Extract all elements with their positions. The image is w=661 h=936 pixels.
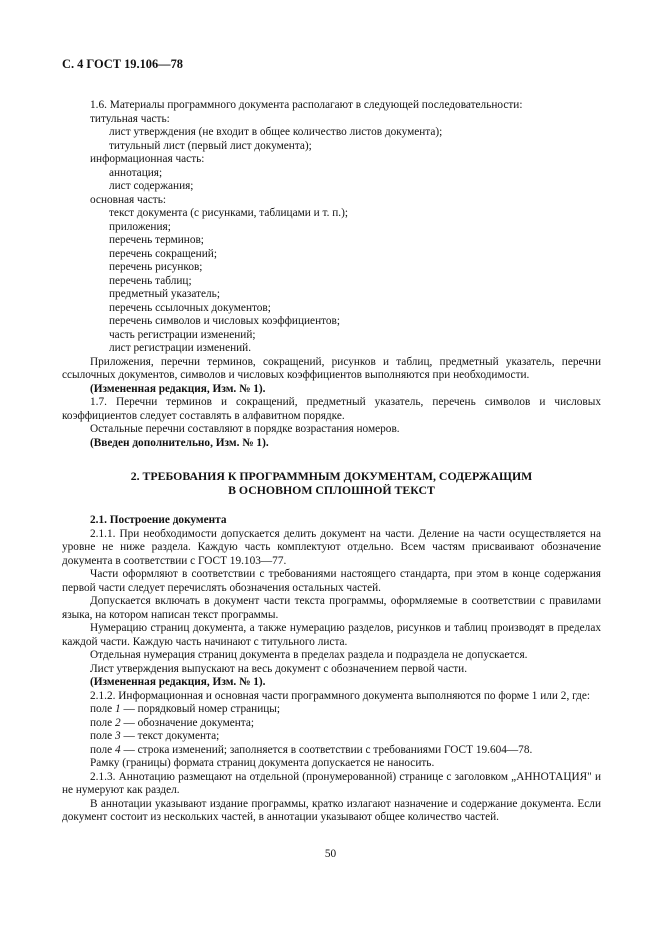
main-label: основная часть: [90, 193, 166, 206]
list-item: лист содержания; [109, 180, 194, 192]
list-item: часть регистрации изменений; [109, 328, 256, 341]
edit-note: (Измененная редакция, Изм. № 1). [90, 676, 266, 688]
page-header: С. 4 ГОСТ 19.106—78 [62, 57, 183, 71]
list-item: перечень сокращений; [109, 247, 217, 260]
field-item: поле 4 — строка изменений; заполняется в соответствии с требованиями ГОСТ 19.604—78. [90, 743, 533, 756]
paragraph-1-6: 1.6. Материалы программного документа располагают в следующей последовательности: [90, 99, 523, 111]
paragraph-frame: Рамку (границы) формата страниц документа допускается не наносить. [90, 757, 435, 769]
field-item: поле 1 — порядковый номер страницы; [90, 703, 281, 715]
info-label: информационная часть: [90, 153, 205, 165]
document-body [62, 99, 601, 825]
paragraph-other-lists: Остальные перечни составляют в порядке возрастания номеров. [90, 423, 400, 435]
list-item: перечень символов и числовых коэффициентов; [109, 315, 341, 327]
page-number: 50 [324, 848, 337, 860]
list-item: перечень терминов; [109, 234, 204, 246]
list-item: предметный указатель; [109, 288, 220, 300]
edit-note: (Измененная редакция, Изм. № 1). [90, 382, 266, 395]
paragraph-1-7: 1.7. Перечни терминов и сокращений, предметный указатель, перечень символов и числовых коэффициентов следует составлять в алфавитном порядке. [62, 396, 601, 422]
introduced-note: (Введен дополнительно, Изм. № 1). [90, 436, 269, 449]
field-item: поле 3 — текст документа; [90, 730, 220, 742]
list-item: аннотация; [109, 166, 163, 179]
subsection-2-1-heading: 2.1. Построение документа [90, 514, 227, 526]
list-item: лист утверждения (не входит в общее количество листов документа); [109, 126, 443, 138]
paragraph-numbering: Нумерацию страниц документа, а также нумерацию разделов, рисунков и таблиц производят в пределах каждой части. Каждую часть начинают с титульного листа. [62, 622, 601, 648]
section-2-title-line-1: 2. ТРЕБОВАНИЯ К ПРОГРАММНЫМ ДОКУМЕНТАМ, СОДЕРЖАЩИМ [130, 469, 533, 483]
paragraph-separate: Отдельная нумерация страниц документа в пределах раздела и подраздела не допускается. [90, 649, 528, 661]
list-item: лист регистрации изменений. [109, 342, 252, 354]
section-2-title-line-2: В ОСНОВНОМ СПЛОШНОЙ ТЕКСТ [228, 482, 435, 497]
paragraph-include: Допускается включать в документ части текста программы, оформляемые в соответствии с правилами языка, на котором написан текст программы. [62, 595, 601, 621]
list-item: текст документа (с рисунками, таблицами и т. п.); [109, 207, 348, 219]
field-item: поле 2 — обозначение документа; [90, 716, 255, 729]
list-item: титульный лист (первый лист документа); [109, 139, 312, 152]
paragraph-2-1-2: 2.1.2. Информационная и основная части программного документа выполняются по форме 1 или 2, где: [90, 689, 591, 702]
paragraph-2-1-1: 2.1.1. При необходимости допускается делить документ на части. Деление на части осуществляется на уровне не ниже раздела. Каждую часть комплектуют отдельно. Всем частям присваивают обозначение документа в соответствии с ГОСТ 19.103—77. [62, 527, 601, 567]
titular-label: титульная часть: [90, 112, 170, 125]
paragraph-annotation: В аннотации указывают издание программы, кратко излагают назначение и содержание документа. Если документ состоит из нескольких частей, в аннотации указывают общее количество частей. [62, 797, 601, 823]
list-item: перечень рисунков; [109, 261, 203, 273]
list-item: перечень ссылочных документов; [109, 301, 271, 314]
list-item: приложения; [109, 220, 171, 233]
paragraph-parts: Части оформляют в соответствии с требованиями настоящего стандарта, при этом в конце содержания первой части следует перечислять обозначения остальных частей. [62, 568, 601, 594]
list-item: перечень таблиц; [109, 274, 192, 287]
paragraph-approval: Лист утверждения выпускают на весь документ с обозначением первой части. [90, 662, 468, 675]
paragraph-2-1-3: 2.1.3. Аннотацию размещают на отдельной (пронумерованной) странице с заголовком „АННОТАЦИЯ" и не нумеруют как раздел. [62, 770, 601, 796]
paragraph-appendices: Приложения, перечни терминов, сокращений, рисунков и таблиц, предметный указатель, перечни ссылочных документов, символов и числовых коэффициентов выполняются при необходимости. [62, 355, 601, 381]
section-2-title [62, 470, 601, 497]
